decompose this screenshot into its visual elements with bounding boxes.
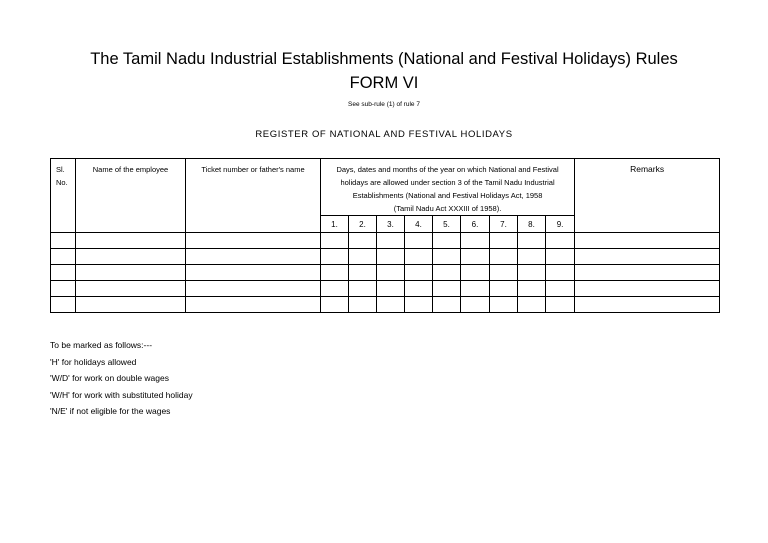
day-number-cell: 8. bbox=[518, 216, 546, 233]
col-header-ticket: Ticket number or father's name bbox=[186, 159, 321, 233]
table-cell[interactable] bbox=[490, 297, 518, 313]
day-number-cell: 5. bbox=[433, 216, 461, 233]
table-cell[interactable] bbox=[433, 233, 461, 249]
day-number-cell: 2. bbox=[349, 216, 377, 233]
table-cell[interactable] bbox=[490, 281, 518, 297]
table-cell[interactable] bbox=[76, 297, 186, 313]
table-cell[interactable] bbox=[51, 265, 76, 281]
table-cell[interactable] bbox=[51, 281, 76, 297]
holiday-register-table bbox=[50, 158, 720, 313]
table-cell[interactable] bbox=[518, 233, 546, 249]
col-header-sl-line1: Sl. bbox=[56, 165, 65, 174]
table-cell[interactable] bbox=[461, 281, 490, 297]
table-cell[interactable] bbox=[186, 265, 321, 281]
table-row bbox=[51, 297, 720, 313]
table-cell[interactable] bbox=[575, 233, 720, 249]
table-cell[interactable] bbox=[461, 265, 490, 281]
table-cell[interactable] bbox=[186, 297, 321, 313]
col-header-days-line1: Days, dates and months of the year on which National and Festival bbox=[336, 165, 559, 174]
col-header-days-line2: holidays are allowed under section 3 of the Tamil Nadu Industrial bbox=[340, 178, 555, 187]
table-cell[interactable] bbox=[186, 281, 321, 297]
day-number-cell: 7. bbox=[490, 216, 518, 233]
table-cell[interactable] bbox=[575, 265, 720, 281]
table-cell[interactable] bbox=[546, 249, 575, 265]
table-cell[interactable] bbox=[461, 233, 490, 249]
table-cell[interactable] bbox=[76, 249, 186, 265]
table-cell[interactable] bbox=[405, 281, 433, 297]
table-cell[interactable] bbox=[518, 265, 546, 281]
table-cell[interactable] bbox=[321, 233, 349, 249]
table-cell[interactable] bbox=[490, 265, 518, 281]
table-row bbox=[51, 281, 720, 297]
note-item: 'W/D' for work on double wages bbox=[50, 373, 169, 383]
table-cell[interactable] bbox=[321, 297, 349, 313]
col-header-sl-no bbox=[51, 159, 76, 233]
table-cell[interactable] bbox=[461, 249, 490, 265]
day-number-cell: 6. bbox=[461, 216, 490, 233]
table-cell[interactable] bbox=[321, 281, 349, 297]
table-cell[interactable] bbox=[76, 281, 186, 297]
table-cell[interactable] bbox=[51, 233, 76, 249]
table-cell[interactable] bbox=[546, 265, 575, 281]
note-item: 'N/E' if not eligible for the wages bbox=[50, 406, 171, 416]
table-cell[interactable] bbox=[405, 249, 433, 265]
table-cell[interactable] bbox=[433, 297, 461, 313]
table-cell[interactable] bbox=[518, 281, 546, 297]
table-cell[interactable] bbox=[433, 281, 461, 297]
day-number-cell: 4. bbox=[405, 216, 433, 233]
col-header-days-line3: Establishments (National and Festival Holidays Act, 1958 bbox=[352, 191, 543, 200]
table-cell[interactable] bbox=[51, 249, 76, 265]
subrule-reference: See sub-rule (1) of rule 7 bbox=[348, 101, 420, 108]
table-cell[interactable] bbox=[518, 249, 546, 265]
table-cell[interactable] bbox=[546, 233, 575, 249]
table-cell[interactable] bbox=[321, 265, 349, 281]
table-cell[interactable] bbox=[349, 249, 377, 265]
day-number-cell: 3. bbox=[377, 216, 405, 233]
table-cell[interactable] bbox=[518, 297, 546, 313]
table-cell[interactable] bbox=[51, 297, 76, 313]
table-cell[interactable] bbox=[377, 249, 405, 265]
table-cell[interactable] bbox=[76, 265, 186, 281]
table-cell[interactable] bbox=[405, 233, 433, 249]
table-cell[interactable] bbox=[186, 233, 321, 249]
rules-title: The Tamil Nadu Industrial Establishments (National and Festival Holidays) Rules bbox=[90, 50, 678, 68]
table-cell[interactable] bbox=[377, 281, 405, 297]
table-cell[interactable] bbox=[405, 297, 433, 313]
table-row bbox=[51, 265, 720, 281]
note-item: 'W/H' for work with substituted holiday bbox=[50, 389, 193, 400]
table-cell[interactable] bbox=[186, 249, 321, 265]
form-number: FORM VI bbox=[349, 74, 419, 92]
table-cell[interactable] bbox=[377, 297, 405, 313]
table-cell[interactable] bbox=[349, 233, 377, 249]
marking-notes bbox=[50, 337, 193, 420]
table-cell[interactable] bbox=[546, 281, 575, 297]
table-cell[interactable] bbox=[349, 265, 377, 281]
register-title: REGISTER OF NATIONAL AND FESTIVAL HOLIDAYS bbox=[255, 129, 513, 140]
table-cell[interactable] bbox=[490, 233, 518, 249]
table-cell[interactable] bbox=[433, 249, 461, 265]
day-number-cell: 1. bbox=[321, 216, 349, 233]
col-header-remarks: Remarks bbox=[575, 159, 720, 233]
col-header-sl-line2: No. bbox=[56, 178, 68, 187]
table-cell[interactable] bbox=[461, 297, 490, 313]
col-header-employee-name: Name of the employee bbox=[76, 159, 186, 233]
notes-intro: To be marked as follows:--- bbox=[50, 340, 153, 350]
header-row bbox=[51, 159, 720, 216]
table-cell[interactable] bbox=[433, 265, 461, 281]
table-cell[interactable] bbox=[546, 297, 575, 313]
note-item: 'H' for holidays allowed bbox=[50, 356, 137, 367]
table-cell[interactable] bbox=[575, 249, 720, 265]
table-cell[interactable] bbox=[349, 297, 377, 313]
table-row bbox=[51, 233, 720, 249]
table-cell[interactable] bbox=[405, 265, 433, 281]
table-row bbox=[51, 249, 720, 265]
table-cell[interactable] bbox=[575, 281, 720, 297]
col-header-holidays bbox=[321, 159, 575, 216]
day-number-cell: 9. bbox=[546, 216, 575, 233]
col-header-days-line4: (Tamil Nadu Act XXXIII of 1958). bbox=[393, 204, 502, 213]
table-cell[interactable] bbox=[349, 281, 377, 297]
table-cell[interactable] bbox=[490, 249, 518, 265]
table-cell[interactable] bbox=[321, 249, 349, 265]
table-cell[interactable] bbox=[575, 297, 720, 313]
table-cell[interactable] bbox=[377, 265, 405, 281]
table-cell[interactable] bbox=[76, 233, 186, 249]
table-cell[interactable] bbox=[377, 233, 405, 249]
